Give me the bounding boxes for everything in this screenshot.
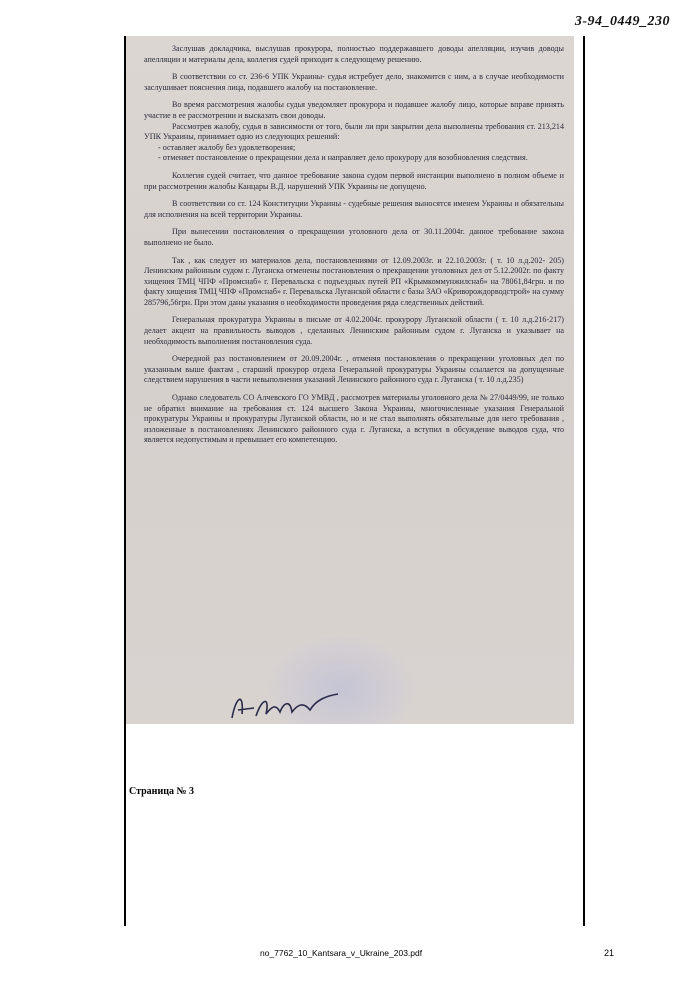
page-label: Страница № 3 — [129, 786, 195, 797]
paragraph: Во время рассмотрения жалобы судья уведомляет прокурора и подавшее жалобу лицо, которые вправе принять участие в ее рассмотрении и высказать свои доводы. — [144, 100, 564, 120]
list-item: - оставляет жалобу без удовлетворения; — [158, 142, 296, 152]
list-item: - отменяет постановление о прекращении дела и направляет дело прокурору для возобновления следствия. — [158, 153, 528, 163]
footer-page-number: 21 — [604, 948, 615, 958]
paragraph: Генеральная прокуратура Украины в письме от 4.02.2004г. прокурору Луганской области ( т. 10 л.д.216-217) делает акцент на правильность выводов , сделанных Ленинским районным судом г. Луганска и указывает на необходимость выполнения постановления суда. — [144, 315, 564, 346]
paragraph: Заслушав докладчика, выслушав прокурора, полностью поддержавшего доводы апелляции, изучив доводы апелляции и материалы дела, коллегия судей приходит к следующему решению. — [144, 44, 564, 64]
paragraph: Так , как следует из материалов дела, постановлениями от 12.09.2003г. и 22.10.2003г. ( т. 10 л.д.202- 205) Ленинским районным судом г. Луганска отменены постановления о прекращении уголовных дел от 5.12.2002г. по факту хищения ТМЦ ЧПФ «Промснаб» г. Перевальска с подъездных путей РП «Крымкоммунжилснаб» на 78061,84грн. и по факту хищения ТМЦ ЧПФ «Промснаб» г. Перевальска Луганской области с базы ЗАО «Криворождорводстрой» на сумму 285796,56грн. При этом даны указания о необходимости проведения ряда следственных действий. — [144, 255, 564, 307]
right-margin-line — [583, 36, 585, 926]
paragraph: Очередной раз постановлением от 20.09.2004г. , отменяя постановления о прекращении уголовных дел по указанным выше фактам , старший прокурор отдела Генеральной прокуратуры Украины ссылается на допущенные следствием нарушения в части невыполнения указаний Ленинского районного суда г. Луганска ( т. 10 л.д.235) — [144, 354, 564, 385]
scanned-page — [126, 36, 574, 724]
paragraph: При вынесении постановления о прекращении уголовного дела от 30.11.2004г. данное требование закона выполнено не было. — [144, 227, 564, 247]
scanned-text — [144, 44, 564, 453]
signature-icon — [226, 686, 346, 724]
paragraph: В соответствии со ст. 124 Конституции Украины - судебные решения выносятся именем Украины и обязательны для исполнения на всей территории Украины. — [144, 199, 564, 219]
paragraph: В соответствии со ст. 236-6 УПК Украины- судья истребует дело, знакомится с ним, а в случае необходимости заслушивает пояснения лица, подавшего жалобу на постановление. — [144, 72, 564, 92]
document-reference: 3-94_0449_230 — [574, 14, 670, 29]
paragraph: Коллегия судей считает, что данное требование закона судом первой инстанции выполнено в полном объеме и при рассмотрении жалобы Канцары В.Д. нарушений УПК Украины не допущено. — [144, 170, 564, 191]
footer-filename: no_7762_10_Kantsara_v_Ukraine_203.pdf — [260, 948, 423, 958]
paragraph: Рассмотрев жалобу, судья в зависимости от того, были ли при закрытии дела выполнены требования ст. 213,214 УПК Украины, принимает одно из следующих решений: — [144, 121, 564, 142]
paragraph: Однако следователь СО Алчевского ГО УМВД , рассмотрев материалы уголовного дела № 27/0449/99, не только не обратил внимание на требования ст. 124 высшего Закона Украины, многочисленные указания Генеральной прокуратуры Украины и прокуратуры Луганской области, но и не стал выполнять обязательные для него требования , изложенные в постановлениях Ленинского районного суда г. Луганска, а вступил в обсуждение выводов суда, что является недопустимым и превышает его компетенцию. — [144, 393, 564, 445]
